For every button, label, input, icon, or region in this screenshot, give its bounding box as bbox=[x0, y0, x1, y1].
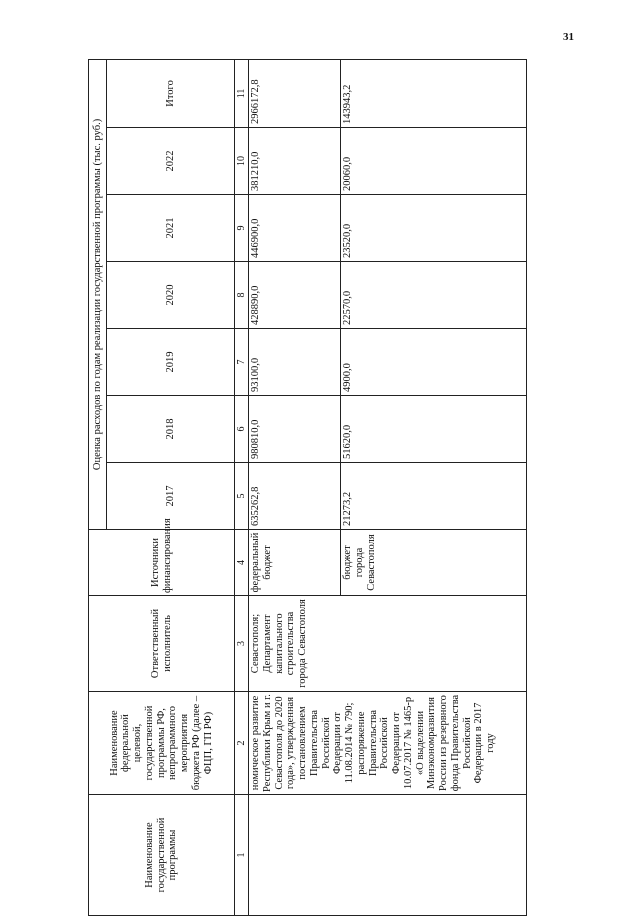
column-number: 8 bbox=[235, 262, 249, 329]
header-year-2020: 2020 bbox=[107, 262, 235, 329]
column-number: 9 bbox=[235, 195, 249, 262]
column-number: 7 bbox=[235, 329, 249, 396]
fcp-name-cell: номическое развитие Республики Крым и г. Севастополя до 2020 года», утвержденная постановлением Правительства Российской Федерации от 11.08.2014 № 790; распоряжение Правительства Российской Федерации от 10.07.2017 № 1465-р «О выделении Минэкономразвития России из резервного фонда Правительства Российской Федерации в 2017 году bbox=[249, 692, 527, 795]
header-funding-source: Источники финансирования bbox=[89, 530, 235, 596]
column-number: 5 bbox=[235, 463, 249, 530]
header-fcp-name: Наименование федеральной целевой, государственной программы РФ, непрограммного мероприятия бюджета РФ (далее – ФЦП, ГП РФ) bbox=[89, 692, 235, 795]
header-cost-estimate: Оценка расходов по годам реализации государственной программы (тыс. руб.) bbox=[89, 59, 107, 529]
header-year-2022: 2022 bbox=[107, 128, 235, 195]
page-number: 31 bbox=[563, 31, 574, 43]
value-federal-2018: 980810,0 bbox=[249, 396, 341, 463]
value-city-2018: 51620,0 bbox=[341, 396, 527, 463]
header-year-2018: 2018 bbox=[107, 396, 235, 463]
value-federal-total: 2966172,8 bbox=[249, 59, 341, 127]
header-year-2019: 2019 bbox=[107, 329, 235, 396]
funding-source-federal: федеральный бюджет bbox=[249, 530, 341, 596]
column-number: 6 bbox=[235, 396, 249, 463]
budget-table-rotated bbox=[88, 60, 527, 916]
value-city-2022: 20060,0 bbox=[341, 128, 527, 195]
column-number: 10 bbox=[235, 128, 249, 195]
header-year-2021: 2021 bbox=[107, 195, 235, 262]
column-number: 1 bbox=[235, 795, 249, 916]
value-federal-2022: 381210,0 bbox=[249, 128, 341, 195]
value-city-2020: 22570,0 bbox=[341, 262, 527, 329]
column-number: 3 bbox=[235, 596, 249, 692]
value-federal-2017: 635262,8 bbox=[249, 463, 341, 530]
funding-source-city: бюджет города Севастополя bbox=[341, 530, 527, 596]
value-city-2017: 21273,2 bbox=[341, 463, 527, 530]
value-federal-2021: 446900,0 bbox=[249, 195, 341, 262]
column-number: 11 bbox=[235, 59, 249, 127]
value-city-2021: 23520,0 bbox=[341, 195, 527, 262]
header-year-2017: 2017 bbox=[107, 463, 235, 530]
responsible-cell: Севастополя; Департамент капитального строительства города Севастополя bbox=[249, 596, 527, 692]
value-city-2019: 4900,0 bbox=[341, 329, 527, 396]
budget-table bbox=[88, 59, 527, 916]
header-total: Итого bbox=[107, 59, 235, 127]
value-federal-2020: 428890,0 bbox=[249, 262, 341, 329]
value-federal-2019: 93100,0 bbox=[249, 329, 341, 396]
value-city-total: 143943,2 bbox=[341, 59, 527, 127]
header-program-name: Наименование государственной программы bbox=[89, 795, 235, 916]
header-responsible: Ответственный исполнитель bbox=[89, 596, 235, 692]
column-number: 4 bbox=[235, 530, 249, 596]
column-number: 2 bbox=[235, 692, 249, 795]
program-name-cell bbox=[249, 795, 527, 916]
